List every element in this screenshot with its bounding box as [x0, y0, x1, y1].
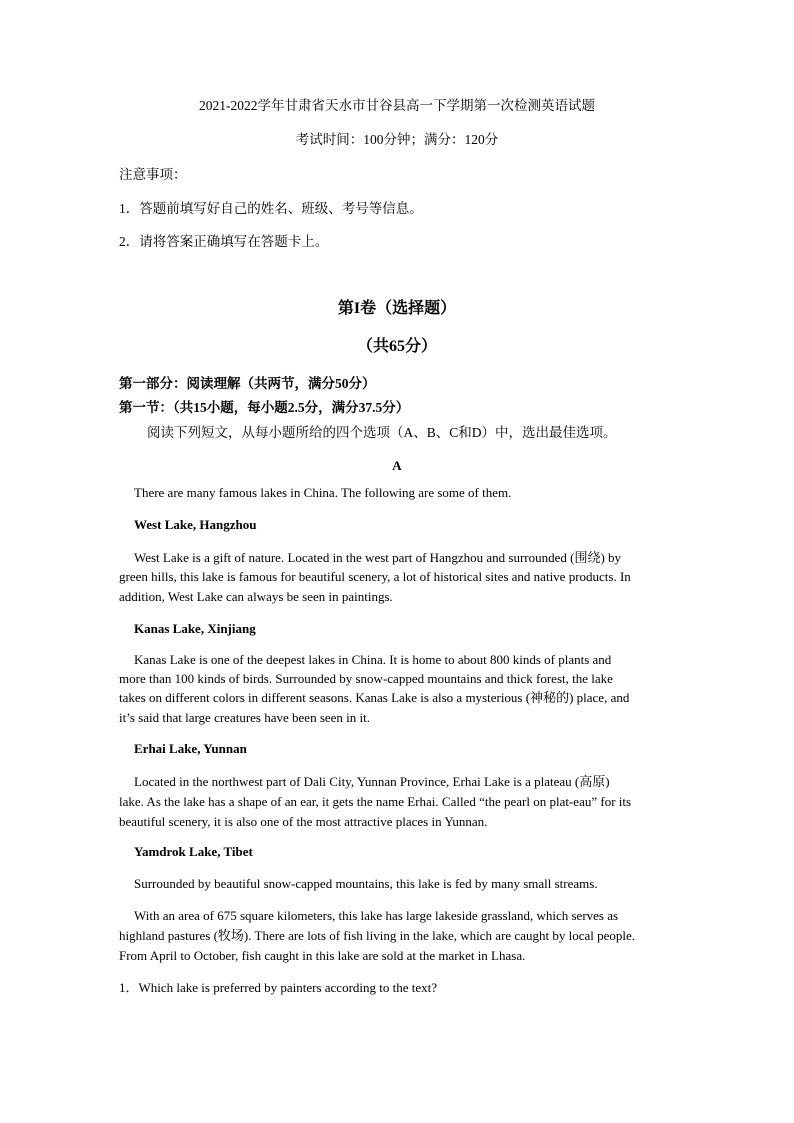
exam-info: 考试时间：100分钟；满分：120分 — [295, 132, 499, 147]
paragraph-line: Kanas Lake is one of the deepest lakes in China. It is home to about 800 kinds of plants and — [134, 652, 612, 667]
instruction: 阅读下列短文，从每小题所给的四个选项（A、B、C和D）中，选出最佳选项。 — [147, 425, 617, 440]
paragraph-line: green hills, this lake is famous for beautiful scenery, a lot of historical sites and native products. In — [119, 569, 631, 584]
paragraph-line: beautiful scenery, it is also one of the most attractive places in Yunnan. — [119, 814, 488, 829]
paragraph-line: Located in the northwest part of Dali City, Yunnan Province, Erhai Lake is a plateau (高原) — [134, 774, 610, 789]
paragraph-line: highland pastures (牧场). There are lots of fish living in the lake, which are caught by local people. — [119, 928, 635, 943]
volume-title: 第I卷（选择题） — [337, 300, 457, 317]
lake-heading: Kanas Lake, Xinjiang — [134, 621, 256, 636]
paragraph-line: Surrounded by beautiful snow-capped mountains, this lake is fed by many small streams. — [134, 876, 598, 891]
lake-heading: Erhai Lake, Yunnan — [134, 741, 247, 756]
lake-heading: West Lake, Hangzhou — [134, 517, 257, 532]
paragraph-line: From April to October, fish caught in this lake are sold at the market in Lhasa. — [119, 948, 526, 963]
notes-item: 1．答题前填写好自己的姓名、班级、考号等信息。 — [119, 201, 423, 216]
passage-label: A — [392, 458, 402, 473]
paragraph-line: With an area of 675 square kilometers, this lake has large lakeside grassland, which serves as — [134, 908, 619, 923]
part-title: 第一部分：阅读理解（共两节，满分50分） — [119, 376, 376, 391]
section-title: 第一节：（共15小题，每小题2.5分，满分37.5分） — [119, 400, 410, 415]
volume-points: （共65分） — [356, 338, 437, 355]
lake-heading: Yamdrok Lake, Tibet — [134, 844, 253, 859]
paragraph-line: lake. As the lake has a shape of an ear, it gets the name Erhai. Called “the pearl on plat-eau” for its — [119, 794, 632, 809]
exam-title: 2021-2022学年甘肃省天水市甘谷县高一下学期第一次检测英语试题 — [199, 98, 595, 113]
passage-intro: There are many famous lakes in China. The following are some of them. — [134, 485, 512, 500]
question: 1．Which lake is preferred by painters according to the text? — [119, 980, 438, 995]
paragraph-line: it’s said that large creatures have been seen in it. — [119, 710, 370, 725]
paragraph-line: takes on different colors in different seasons. Kanas Lake is also a mysterious (神秘的) place, and — [119, 690, 630, 705]
notes-item: 2．请将答案正确填写在答题卡上。 — [119, 234, 329, 249]
paragraph-line: addition, West Lake can always be seen in paintings. — [119, 589, 393, 604]
paragraph-line: more than 100 kinds of birds. Surrounded by snow-capped mountains and thick forest, the lake — [119, 671, 613, 686]
notes-heading: 注意事项： — [119, 167, 187, 182]
paragraph-line: West Lake is a gift of nature. Located in the west part of Hangzhou and surrounded (围绕) by — [134, 550, 622, 565]
